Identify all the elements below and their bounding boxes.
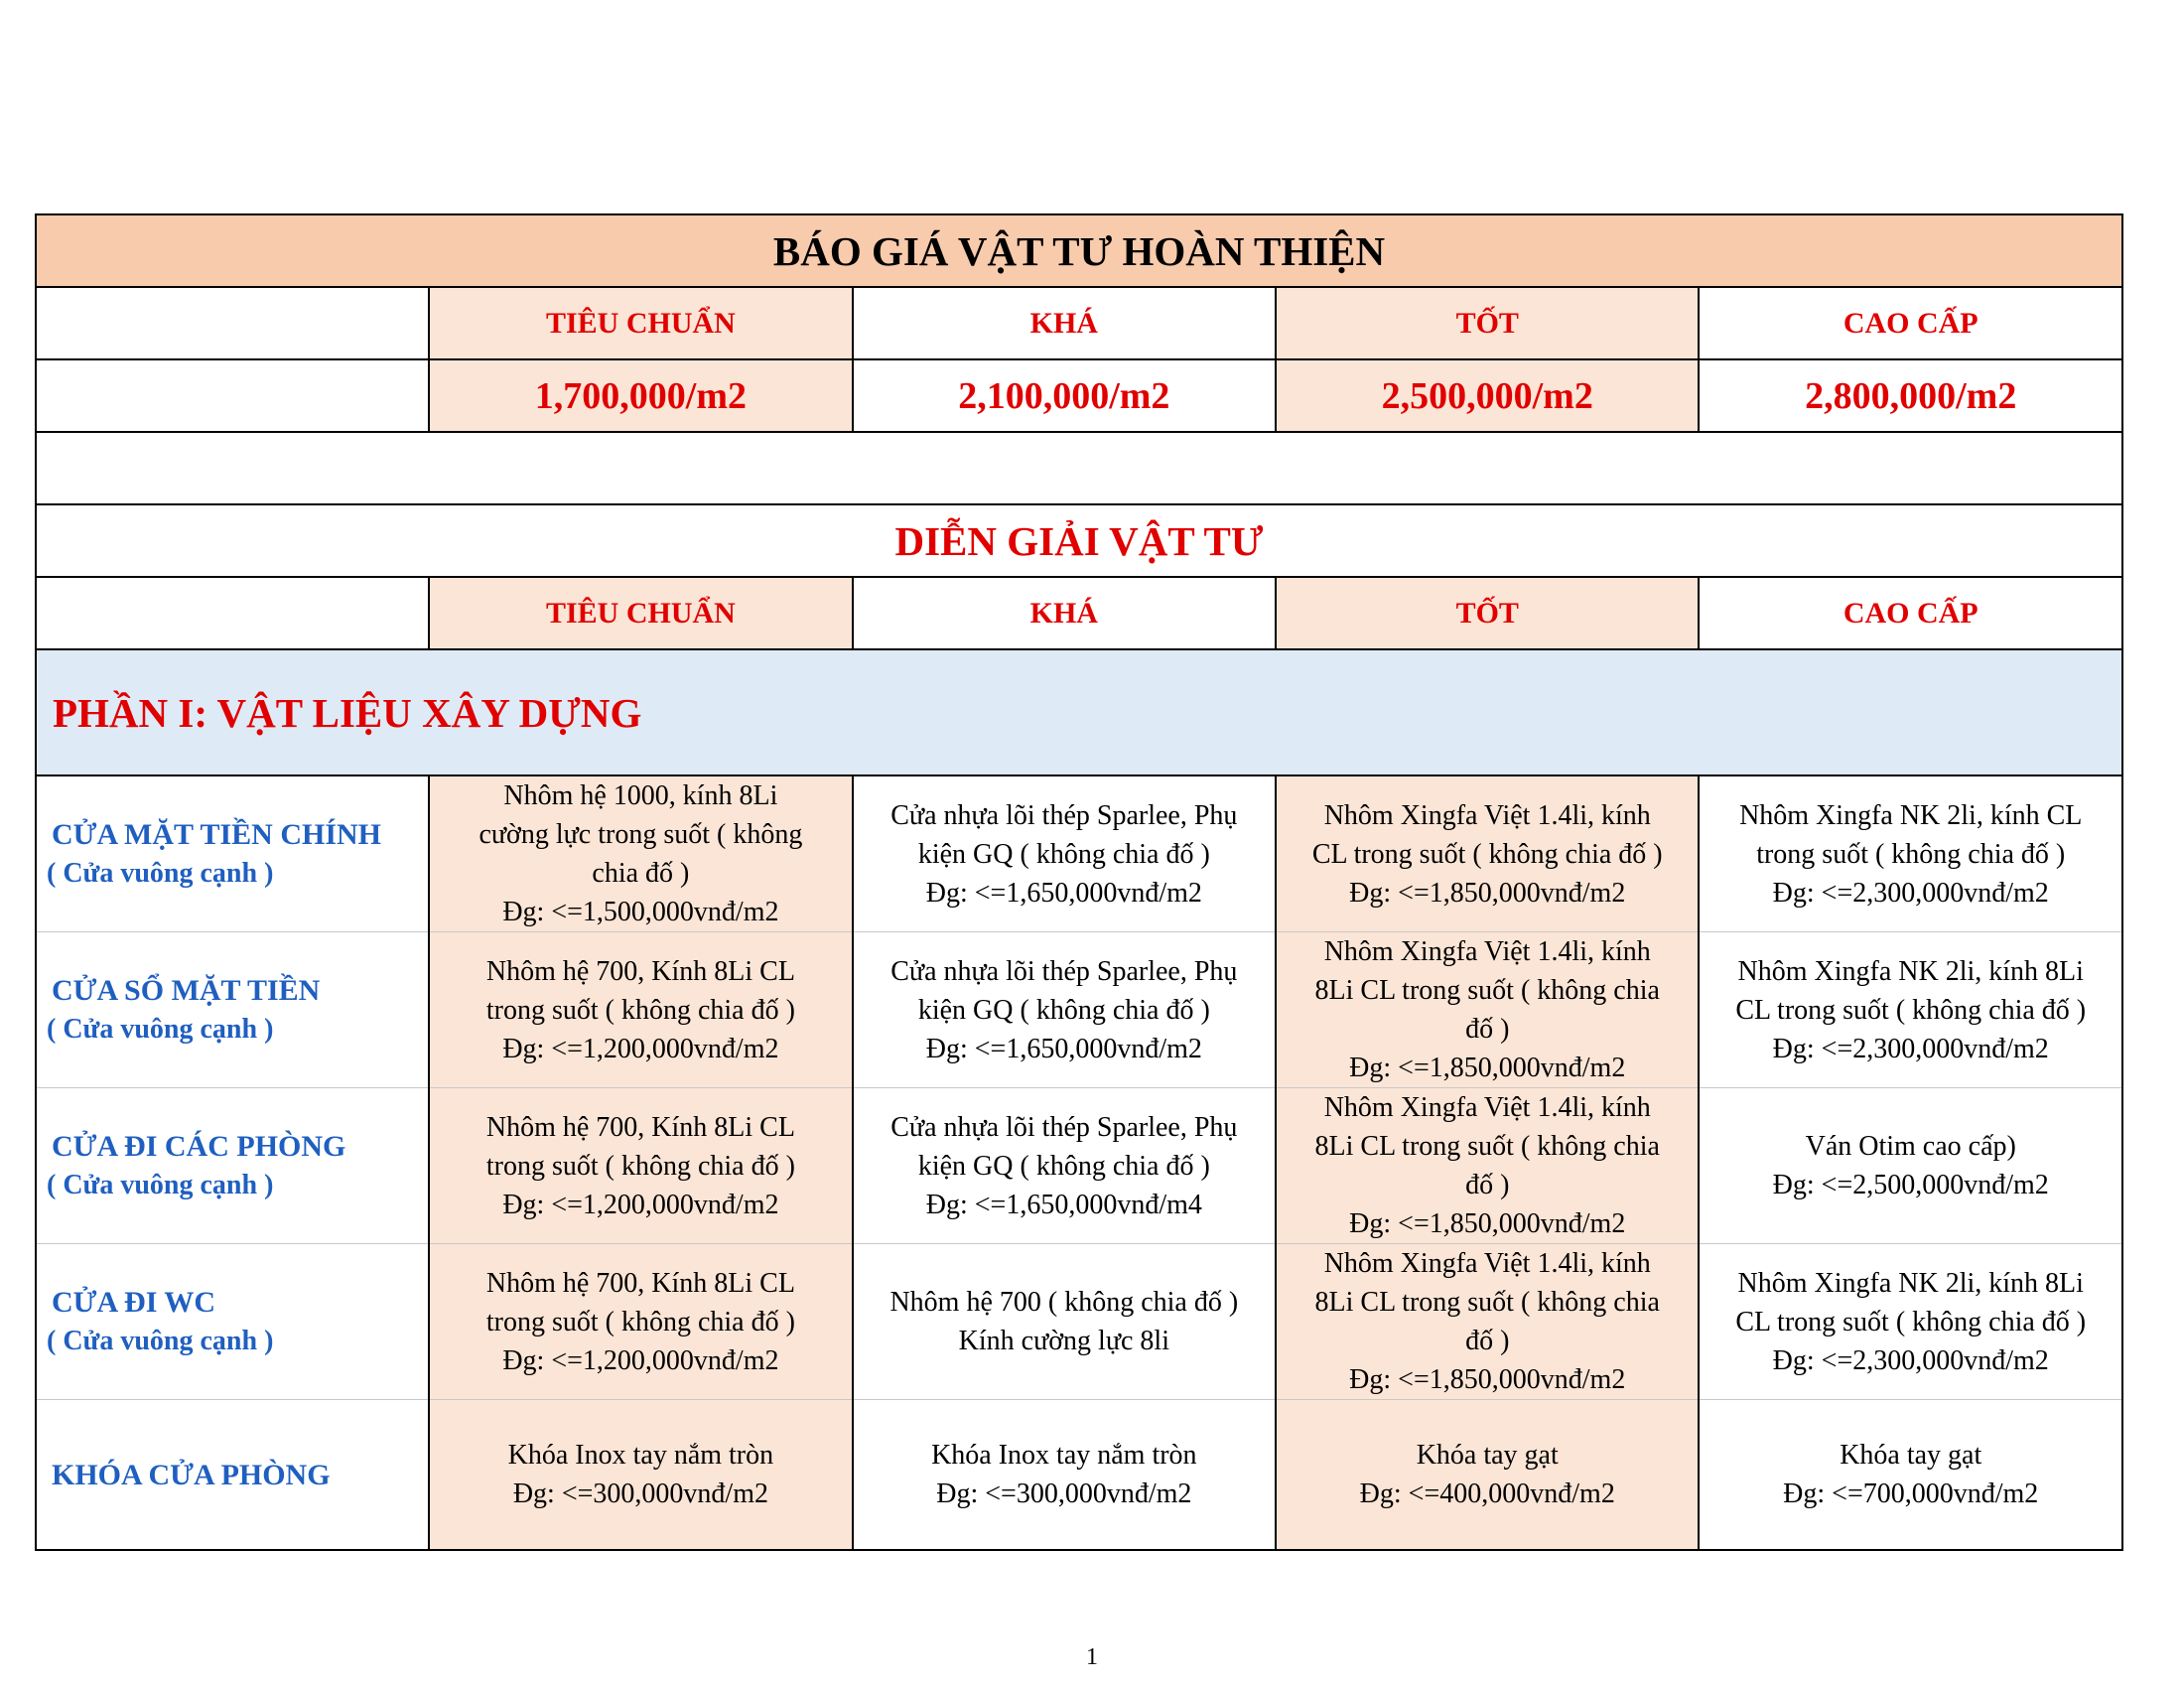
spec-line: Nhôm Xingfa Việt 1.4li, kính (1323, 1248, 1651, 1279)
spec-line: Đg: <=1,500,000vnđ/m2 (502, 897, 779, 927)
spec-cell-fair (853, 1088, 1276, 1244)
spec-cell-good (1276, 932, 1699, 1088)
spec-line: Đg: <=1,850,000vnđ/m2 (1349, 1208, 1626, 1239)
item-name: CỬA SỔ MẶT TIỀN (52, 974, 321, 1007)
spec-cell-good (1276, 775, 1699, 932)
empty-cell (36, 359, 429, 432)
spec-line: Đg: <=1,650,000vnđ/m2 (925, 877, 1202, 909)
spec-line: 8Li CL trong suốt ( không chia (1314, 1131, 1660, 1162)
spec-line: Nhôm hệ 700, Kính 8Li CL (485, 955, 795, 987)
table-row (36, 1244, 2122, 1400)
item-subtitle: ( Cửa vuông cạnh ) (47, 858, 274, 889)
spec-line: Đg: <=1,200,000vnđ/m2 (502, 1033, 779, 1064)
tier-header-premium: CAO CẤP (1699, 577, 2122, 649)
spec-line: trong suốt ( không chia đố ) (485, 1150, 795, 1182)
spec-cell-good (1276, 1244, 1699, 1400)
table-row (36, 932, 2122, 1088)
spec-cell-premium (1699, 932, 2122, 1088)
spec-cell-standard (429, 1244, 852, 1400)
empty-cell (36, 577, 429, 649)
spec-line: CL trong suốt ( không chia đố ) (1735, 994, 2087, 1026)
tier-header-premium: CAO CẤP (1699, 287, 2122, 359)
quotation-title: BÁO GIÁ VẬT TƯ HOÀN THIỆN (36, 214, 2122, 287)
spec-line: Nhôm Xingfa Việt 1.4li, kính (1323, 936, 1651, 967)
item-subtitle: ( Cửa vuông cạnh ) (47, 1014, 274, 1045)
spec-line: Đg: <=300,000vnđ/m2 (512, 1478, 768, 1509)
spec-cell-fair (853, 932, 1276, 1088)
page-number: 1 (1086, 1644, 1098, 1670)
spec-line: Đg: <=2,300,000vnđ/m2 (1772, 1344, 2049, 1376)
spec-cell-standard (429, 1400, 852, 1551)
spec-line: kiện GQ ( không chia đố ) (917, 838, 1210, 870)
quotation-table (35, 213, 2123, 1551)
spec-line: kiện GQ ( không chia đố ) (917, 1150, 1210, 1182)
spec-line: kiện GQ ( không chia đố ) (917, 994, 1210, 1026)
spec-line: Đg: <=300,000vnđ/m2 (936, 1478, 1192, 1509)
price-good: 2,500,000/m2 (1276, 359, 1699, 432)
item-name: CỬA ĐI CÁC PHÒNG (52, 1130, 346, 1163)
spec-line: Đg: <=400,000vnđ/m2 (1359, 1478, 1615, 1509)
spec-cell-fair (853, 1400, 1276, 1551)
spec-cell-good (1276, 1400, 1699, 1551)
spec-line: Đg: <=1,850,000vnđ/m2 (1349, 1053, 1626, 1083)
spacer-row (36, 432, 2122, 504)
table-row (36, 775, 2122, 932)
spec-line: Khóa Inox tay nắm tròn (931, 1440, 1197, 1471)
price-fair: 2,100,000/m2 (853, 359, 1276, 432)
spec-line: đố ) (1465, 1170, 1510, 1200)
item-subtitle: ( Cửa vuông cạnh ) (47, 1326, 274, 1356)
tier-header-good: TỐT (1276, 287, 1699, 359)
spec-line: chia đố ) (592, 858, 690, 889)
spec-line: Nhôm Xingfa NK 2li, kính CL (1739, 799, 2083, 831)
spec-line: Nhôm hệ 1000, kính 8Li (503, 780, 778, 811)
spec-line: Nhôm Xingfa Việt 1.4li, kính (1323, 799, 1651, 831)
spec-line: Cửa nhựa lõi thép Sparlee, Phụ (890, 1111, 1238, 1143)
spec-line: trong suốt ( không chia đố ) (485, 1306, 795, 1337)
spec-line: Khóa tay gạt (1840, 1440, 1982, 1471)
spec-line: Cửa nhựa lõi thép Sparlee, Phụ (890, 799, 1238, 831)
table-row (36, 1400, 2122, 1551)
spec-cell-standard (429, 775, 852, 932)
tier-header-fair: KHÁ (853, 287, 1276, 359)
spec-line: Ván Otim cao cấp) (1805, 1131, 2016, 1162)
item-name: KHÓA CỬA PHÒNG (52, 1458, 331, 1491)
spec-line: Đg: <=2,300,000vnđ/m2 (1772, 1033, 2049, 1064)
spec-cell-standard (429, 932, 852, 1088)
spec-line: Đg: <=1,650,000vnđ/m2 (925, 1033, 1202, 1064)
spec-line: Nhôm Xingfa Việt 1.4li, kính (1323, 1092, 1651, 1123)
spec-cell-premium (1699, 775, 2122, 932)
table-row (36, 1088, 2122, 1244)
item-name: CỬA ĐI WC (52, 1286, 216, 1319)
item-name: CỬA MẶT TIỀN CHÍNH (52, 818, 381, 851)
tier-header-standard: TIÊU CHUẨN (429, 287, 852, 359)
spec-line: CL trong suốt ( không chia đố ) (1735, 1306, 2087, 1337)
item-label (36, 932, 429, 1088)
spec-cell-premium (1699, 1088, 2122, 1244)
spec-line: đố ) (1465, 1326, 1510, 1356)
section-title: DIỄN GIẢI VẬT TƯ (36, 504, 2122, 577)
spec-line: Khóa tay gạt (1416, 1440, 1559, 1471)
item-subtitle: ( Cửa vuông cạnh ) (47, 1170, 274, 1200)
spec-line: Nhôm hệ 700 ( không chia đố ) (889, 1287, 1239, 1318)
spec-line: Đg: <=2,300,000vnđ/m2 (1772, 877, 2049, 909)
item-label (36, 1244, 429, 1400)
item-label (36, 1088, 429, 1244)
spec-line: Đg: <=2,500,000vnđ/m2 (1772, 1170, 2049, 1200)
spec-line: cường lực trong suốt ( không (478, 819, 803, 850)
spec-line: 8Li CL trong suốt ( không chia (1314, 1287, 1660, 1318)
spec-cell-standard (429, 1088, 852, 1244)
spec-line: Cửa nhựa lõi thép Sparlee, Phụ (890, 955, 1238, 987)
spec-line: trong suốt ( không chia đố ) (485, 994, 795, 1026)
spec-line: Kính cường lực 8li (958, 1326, 1169, 1356)
spec-cell-fair (853, 775, 1276, 932)
spec-cell-premium (1699, 1400, 2122, 1551)
spec-line: Nhôm Xingfa NK 2li, kính 8Li (1737, 1267, 2084, 1299)
spec-line: Nhôm hệ 700, Kính 8Li CL (485, 1111, 795, 1143)
spec-line: đố ) (1465, 1014, 1510, 1045)
tier-header-good: TỐT (1276, 577, 1699, 649)
tier-header-fair: KHÁ (853, 577, 1276, 649)
tier-header-standard: TIÊU CHUẨN (429, 577, 852, 649)
part-title: PHẦN I: VẬT LIỆU XÂY DỰNG (36, 649, 2122, 775)
spec-line: CL trong suốt ( không chia đố ) (1311, 838, 1663, 870)
spec-cell-fair (853, 1244, 1276, 1400)
spec-line: Đg: <=1,650,000vnđ/m4 (925, 1189, 1202, 1220)
spec-line: Đg: <=700,000vnđ/m2 (1783, 1478, 2039, 1509)
spec-line: Đg: <=1,850,000vnđ/m2 (1349, 1364, 1626, 1395)
price-premium: 2,800,000/m2 (1699, 359, 2122, 432)
empty-cell (36, 287, 429, 359)
spec-line: Nhôm hệ 700, Kính 8Li CL (485, 1267, 795, 1299)
spec-cell-good (1276, 1088, 1699, 1244)
price-standard: 1,700,000/m2 (429, 359, 852, 432)
spec-line: Nhôm Xingfa NK 2li, kính 8Li (1737, 955, 2084, 987)
spec-line: trong suốt ( không chia đố ) (1756, 838, 2066, 870)
item-label (36, 1400, 429, 1551)
spec-line: Đg: <=1,200,000vnđ/m2 (502, 1344, 779, 1376)
spec-line: Đg: <=1,200,000vnđ/m2 (502, 1189, 779, 1220)
spec-line: Khóa Inox tay nắm tròn (507, 1440, 774, 1471)
spec-line: Đg: <=1,850,000vnđ/m2 (1349, 877, 1626, 909)
item-label (36, 775, 429, 932)
spec-cell-premium (1699, 1244, 2122, 1400)
spec-line: 8Li CL trong suốt ( không chia (1314, 975, 1660, 1006)
